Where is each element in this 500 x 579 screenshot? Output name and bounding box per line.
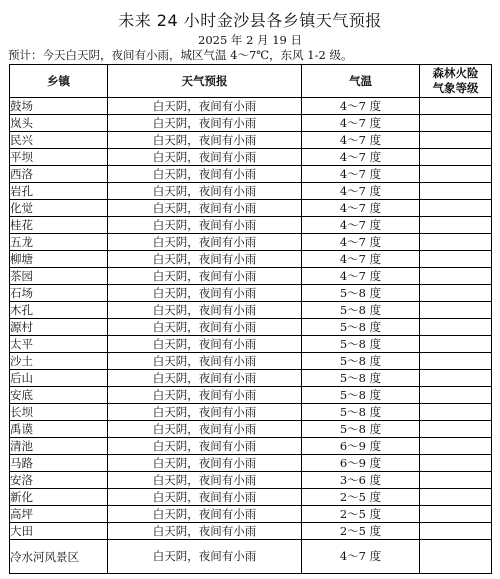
town-cell: 源村 [10,319,108,336]
fire-risk-cell [420,217,492,234]
fire-risk-cell [420,506,492,523]
city-forecast-summary: 预计：今天白天阴，夜间有小雨，城区气温 4～7℃，东风 1-2 级。 [8,48,353,62]
fire-risk-cell [420,523,492,540]
header-fire-line-2: 气象等级 [432,81,479,95]
table-body [10,98,492,574]
temperature-cell: 5～8 度 [302,370,420,387]
weather-cell: 白天阴，夜间有小雨 [108,489,302,506]
temperature-cell: 4～7 度 [302,183,420,200]
fire-risk-cell [420,421,492,438]
town-cell: 平坝 [10,149,108,166]
weather-cell: 白天阴，夜间有小雨 [108,336,302,353]
weather-cell: 白天阴，夜间有小雨 [108,217,302,234]
weather-cell: 白天阴，夜间有小雨 [108,506,302,523]
town-cell: 石场 [10,285,108,302]
temperature-cell: 5～8 度 [302,421,420,438]
fire-risk-cell [420,438,492,455]
temperature-cell: 5～8 度 [302,302,420,319]
weather-cell: 白天阴，夜间有小雨 [108,540,302,574]
fire-risk-cell [420,336,492,353]
temperature-cell: 2～5 度 [302,523,420,540]
temperature-cell: 4～7 度 [302,149,420,166]
table-row [10,98,492,115]
town-cell: 后山 [10,370,108,387]
town-cell: 桂花 [10,217,108,234]
weather-cell: 白天阴，夜间有小雨 [108,251,302,268]
weather-cell: 白天阴，夜间有小雨 [108,98,302,115]
fire-risk-cell [420,455,492,472]
temperature-cell: 5～8 度 [302,387,420,404]
weather-cell: 白天阴，夜间有小雨 [108,149,302,166]
fire-risk-cell [420,132,492,149]
temperature-cell: 5～8 度 [302,319,420,336]
town-cell: 岩孔 [10,183,108,200]
table-row [10,149,492,166]
fire-risk-cell [420,319,492,336]
table-row [10,200,492,217]
table-row [10,115,492,132]
temperature-cell: 5～8 度 [302,404,420,421]
temperature-cell: 4～7 度 [302,166,420,183]
table-row [10,353,492,370]
table-row [10,302,492,319]
township-forecast-table [9,64,492,574]
table-row [10,540,492,574]
temperature-cell: 6～9 度 [302,455,420,472]
weather-cell: 白天阴，夜间有小雨 [108,523,302,540]
table-row [10,506,492,523]
temperature-cell: 4～7 度 [302,200,420,217]
weather-cell: 白天阴，夜间有小雨 [108,234,302,251]
temperature-cell: 6～9 度 [302,438,420,455]
table-row [10,489,492,506]
table-row [10,234,492,251]
temperature-cell: 4～7 度 [302,115,420,132]
table-row [10,472,492,489]
fire-risk-cell [420,234,492,251]
temperature-cell: 2～5 度 [302,506,420,523]
town-cell: 清池 [10,438,108,455]
table-row [10,268,492,285]
fire-risk-cell [420,353,492,370]
page-title: 未来 24 小时金沙县各乡镇天气预报 [118,11,382,30]
temperature-cell: 2～5 度 [302,489,420,506]
issue-date: 2025 年 2 月 19 日 [198,33,302,47]
table-row [10,251,492,268]
table-row [10,319,492,336]
table-row [10,166,492,183]
fire-risk-cell [420,268,492,285]
temperature-cell: 5～8 度 [302,336,420,353]
fire-risk-cell [420,251,492,268]
town-cell: 化觉 [10,200,108,217]
table-row [10,523,492,540]
town-cell: 安底 [10,387,108,404]
town-cell: 木孔 [10,302,108,319]
weather-cell: 白天阴，夜间有小雨 [108,268,302,285]
fire-risk-cell [420,115,492,132]
header-temperature: 气温 [302,65,420,98]
table-row [10,421,492,438]
fire-risk-cell [420,285,492,302]
town-cell: 鼓场 [10,98,108,115]
table-row [10,183,492,200]
temperature-cell: 4～7 度 [302,234,420,251]
weather-cell: 白天阴，夜间有小雨 [108,166,302,183]
header-town: 乡镇 [10,65,108,98]
town-cell: 西洛 [10,166,108,183]
fire-risk-cell [420,370,492,387]
town-cell: 冷水河风景区 [10,540,108,574]
fire-risk-cell [420,200,492,217]
town-cell: 安洛 [10,472,108,489]
table-row [10,438,492,455]
fire-risk-cell [420,149,492,166]
temperature-cell: 4～7 度 [302,251,420,268]
weather-cell: 白天阴，夜间有小雨 [108,285,302,302]
fire-risk-cell [420,489,492,506]
header-weather: 天气预报 [108,65,302,98]
table-row [10,285,492,302]
weather-cell: 白天阴，夜间有小雨 [108,370,302,387]
temperature-cell: 4～7 度 [302,132,420,149]
town-cell: 太平 [10,336,108,353]
fire-risk-cell [420,404,492,421]
weather-cell: 白天阴，夜间有小雨 [108,132,302,149]
weather-cell: 白天阴，夜间有小雨 [108,438,302,455]
fire-risk-cell [420,166,492,183]
weather-cell: 白天阴，夜间有小雨 [108,353,302,370]
town-cell: 马路 [10,455,108,472]
weather-cell: 白天阴，夜间有小雨 [108,387,302,404]
temperature-cell: 4～7 度 [302,217,420,234]
town-cell: 大田 [10,523,108,540]
town-cell: 沙土 [10,353,108,370]
table-row [10,132,492,149]
weather-cell: 白天阴，夜间有小雨 [108,115,302,132]
town-cell: 民兴 [10,132,108,149]
fire-risk-cell [420,98,492,115]
fire-risk-cell [420,540,492,574]
table-row [10,455,492,472]
town-cell: 长坝 [10,404,108,421]
weather-cell: 白天阴，夜间有小雨 [108,319,302,336]
table-row [10,336,492,353]
table-header-row [10,65,492,98]
table-row [10,370,492,387]
fire-risk-cell [420,387,492,404]
table-row [10,217,492,234]
fire-risk-cell [420,183,492,200]
temperature-cell: 4～7 度 [302,540,420,574]
weather-cell: 白天阴，夜间有小雨 [108,404,302,421]
town-cell: 岚头 [10,115,108,132]
town-cell: 新化 [10,489,108,506]
fire-risk-cell [420,302,492,319]
temperature-cell: 4～7 度 [302,268,420,285]
table-row [10,387,492,404]
fire-risk-cell [420,472,492,489]
temperature-cell: 4～7 度 [302,98,420,115]
header-fire-risk-level [420,65,492,98]
town-cell: 茶园 [10,268,108,285]
table-row [10,404,492,421]
temperature-cell: 5～8 度 [302,285,420,302]
weather-cell: 白天阴，夜间有小雨 [108,472,302,489]
header-fire-line-1: 森林火险 [432,66,479,80]
town-cell: 高坪 [10,506,108,523]
temperature-cell: 3～6 度 [302,472,420,489]
weather-cell: 白天阴，夜间有小雨 [108,421,302,438]
weather-cell: 白天阴，夜间有小雨 [108,455,302,472]
weather-cell: 白天阴，夜间有小雨 [108,183,302,200]
town-cell: 禹谟 [10,421,108,438]
temperature-cell: 5～8 度 [302,353,420,370]
town-cell: 柳塘 [10,251,108,268]
town-cell: 五龙 [10,234,108,251]
weather-cell: 白天阴，夜间有小雨 [108,200,302,217]
weather-cell: 白天阴，夜间有小雨 [108,302,302,319]
